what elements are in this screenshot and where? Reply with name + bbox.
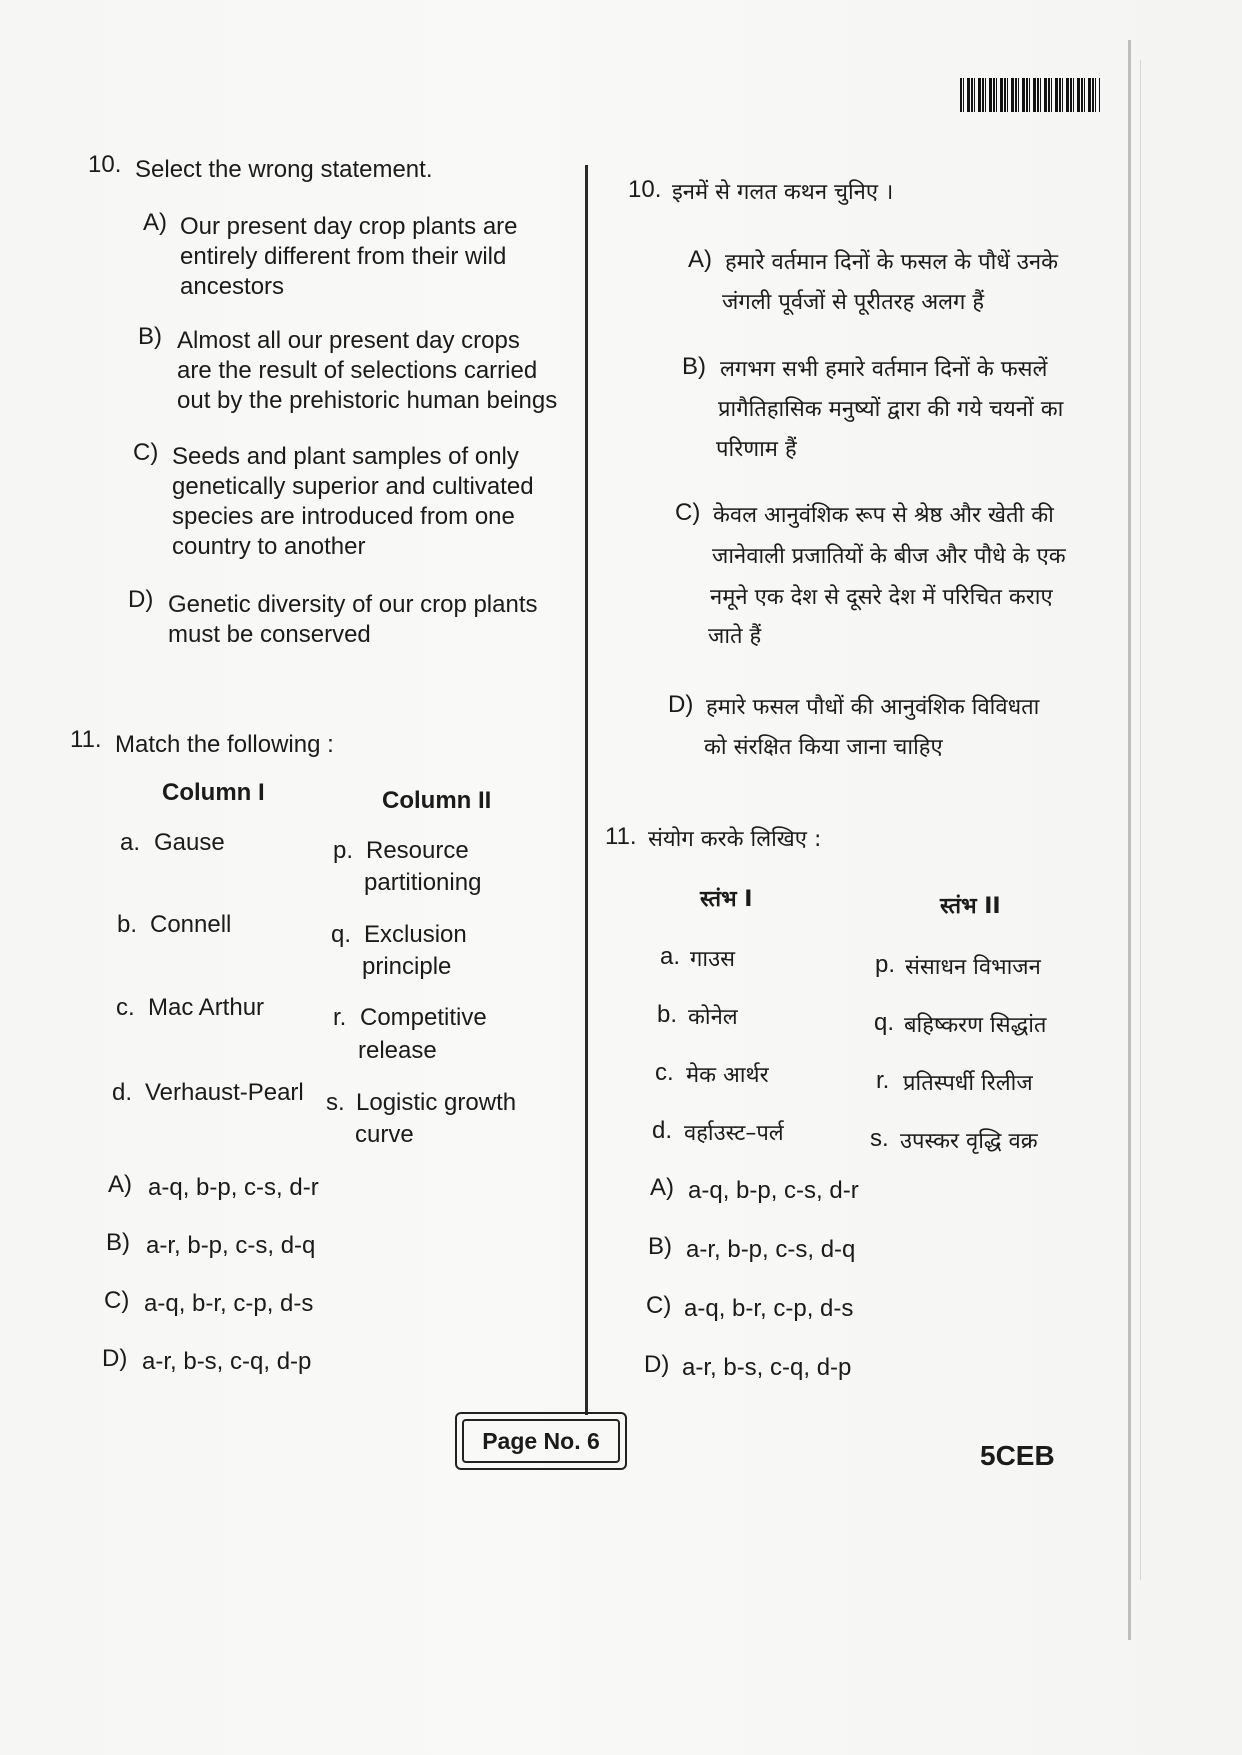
q11-row-b-left-en: Connell [150, 911, 232, 938]
q10-option-a-line2-hi: जंगली पूर्वजों से पूरीतरह अलग हैं [722, 290, 985, 315]
q11-row-letter-en: q. [331, 921, 352, 948]
q10-option-key-hi: C) [675, 499, 701, 526]
q10-option-d-line1-en: Genetic diversity of our crop plants [168, 591, 538, 618]
q10-option-a-line1-en: Our present day crop plants are [180, 213, 518, 240]
q10-number-en: 10. [88, 151, 122, 178]
q10-option-key-hi: B) [682, 353, 706, 380]
q11-row-r-right-en: Competitive [360, 1004, 487, 1031]
q11-row-letter-hi: r. [876, 1067, 890, 1094]
q11-number-hi: 11. [605, 823, 637, 850]
q11-row-letter-en: p. [333, 837, 354, 864]
q10-option-key-en: A) [143, 209, 167, 236]
q11-row-letter-hi: p. [875, 951, 896, 978]
q11-row-letter-hi: a. [660, 943, 681, 970]
q11-option-d-hi: a-r, b-s, c-q, d-p [682, 1354, 852, 1381]
q11-col1-header-en: Column I [162, 779, 265, 806]
q11-row-letter-en: r. [333, 1004, 347, 1031]
page-number-label: Page No. 6 [462, 1419, 620, 1463]
column-divider [585, 165, 588, 1415]
q10-option-c-line1-hi: केवल आनुवंशिक रूप से श्रेष्ठ और खेती की [713, 503, 1054, 528]
q11-row-letter-hi: q. [874, 1009, 895, 1036]
q10-option-key-hi: A) [688, 246, 712, 273]
q11-option-key-en: D) [102, 1345, 128, 1372]
barcode [960, 78, 1100, 112]
q11-row-r-right-line2-en: release [358, 1037, 437, 1064]
q11-row-letter-en: c. [116, 994, 135, 1021]
q11-row-letter-en: a. [120, 829, 141, 856]
q11-option-key-en: B) [106, 1229, 130, 1256]
q10-option-b-line2-en: are the result of selections carried [177, 357, 538, 384]
q10-option-a-line2-en: entirely different from their wild [180, 243, 507, 270]
q11-option-key-hi: A) [650, 1174, 674, 1201]
q11-row-letter-en: b. [117, 911, 138, 938]
q11-row-letter-hi: b. [657, 1001, 678, 1028]
q11-row-q-right-en: Exclusion [364, 921, 467, 948]
q11-option-a-hi: a-q, b-p, c-s, d-r [688, 1177, 859, 1204]
q10-option-b-line3-en: out by the prehistoric human beings [177, 387, 558, 414]
q10-option-key-en: D) [128, 586, 154, 613]
q11-row-b-left-hi: कोनेल [688, 1005, 738, 1030]
q11-col1-header-hi: स्तंभ I [700, 887, 753, 912]
q11-row-letter-hi: c. [655, 1059, 674, 1086]
q11-option-c-hi: a-q, b-r, c-p, d-s [684, 1295, 854, 1322]
q11-option-key-hi: B) [648, 1233, 672, 1260]
q11-row-s-right-line2-en: curve [355, 1121, 414, 1148]
q10-option-key-en: C) [133, 439, 159, 466]
q10-option-b-line2-hi: प्रागैतिहासिक मनुष्यों द्वारा की गये चयनों का [718, 397, 1064, 422]
q11-row-c-left-en: Mac Arthur [148, 994, 265, 1021]
q11-option-d-en: a-r, b-s, c-q, d-p [142, 1348, 312, 1375]
q11-row-letter-en: s. [326, 1089, 345, 1116]
q10-option-d-line2-hi: को संरक्षित किया जाना चाहिए [704, 735, 943, 760]
q11-row-d-left-en: Verhaust-Pearl [145, 1079, 304, 1106]
q10-option-c-line2-en: genetically superior and cultivated [172, 473, 534, 500]
q11-option-c-en: a-q, b-r, c-p, d-s [144, 1290, 314, 1317]
booklet-code: 5CEB [980, 1440, 1055, 1471]
q10-option-c-line3-en: species are introduced from one [172, 503, 515, 530]
q10-option-key-hi: D) [668, 691, 694, 718]
q11-option-key-hi: D) [644, 1351, 670, 1378]
page-edge-line-secondary [1140, 60, 1141, 1580]
q11-row-c-left-hi: मेक आर्थर [686, 1063, 769, 1088]
q11-option-b-en: a-r, b-p, c-s, d-q [146, 1232, 316, 1259]
q10-option-d-line2-en: must be conserved [168, 621, 371, 648]
q11-option-b-hi: a-r, b-p, c-s, d-q [686, 1236, 856, 1263]
q10-option-c-line2-hi: जानेवाली प्रजातियों के बीज और पौधे के एक [712, 544, 1066, 569]
page-number-box [455, 1412, 627, 1470]
page-edge-line [1128, 40, 1131, 1640]
q10-option-c-line1-en: Seeds and plant samples of only [172, 443, 519, 470]
q11-number-en: 11. [70, 726, 102, 753]
q11-row-letter-hi: d. [652, 1117, 673, 1144]
q11-col2-header-hi: स्तंभ II [940, 894, 1001, 919]
q11-col2-header-en: Column II [382, 787, 492, 814]
q11-row-p-right-line2-en: partitioning [364, 869, 482, 896]
q10-option-key-en: B) [138, 323, 162, 350]
q11-row-p-right-en: Resource [366, 837, 469, 864]
q10-option-c-line3-hi: नमूने एक देश से दूसरे देश में परिचित कराए [710, 585, 1053, 610]
q10-number-hi: 10. [628, 176, 662, 203]
q11-option-key-en: A) [108, 1171, 132, 1198]
q11-stem-hi: संयोग करके लिखिए : [648, 827, 822, 852]
q10-option-c-line4-en: country to another [172, 533, 366, 560]
q11-option-a-en: a-q, b-p, c-s, d-r [148, 1174, 319, 1201]
q11-row-q-right-hi: बहिष्करण सिद्धांत [904, 1013, 1047, 1038]
q11-option-key-hi: C) [646, 1292, 672, 1319]
q11-row-q-right-line2-en: principle [362, 953, 452, 980]
q10-option-b-line3-hi: परिणाम हैं [716, 437, 797, 462]
q10-stem-hi: इनमें से गलत कथन चुनिए । [672, 180, 894, 205]
q10-option-d-line1-hi: हमारे फसल पौधों की आनुवंशिक विविधता [706, 695, 1040, 720]
q11-row-letter-en: d. [112, 1079, 133, 1106]
q11-row-d-left-hi: वर्हाउस्ट–पर्ल [684, 1121, 784, 1146]
q10-option-c-line4-hi: जाते हैं [708, 624, 762, 649]
q10-option-b-line1-en: Almost all our present day crops [177, 327, 520, 354]
q10-option-b-line1-hi: लगभग सभी हमारे वर्तमान दिनों के फसलें [720, 357, 1048, 382]
q11-row-s-right-en: Logistic growth [356, 1089, 517, 1116]
q10-stem-en: Select the wrong statement. [135, 156, 433, 183]
q10-option-a-line1-hi: हमारे वर्तमान दिनों के फसल के पौधें उनके [725, 250, 1059, 275]
q11-row-a-left-hi: गाउस [690, 947, 736, 972]
q11-row-s-right-hi: उपस्कर वृद्धि वक्र [900, 1129, 1038, 1154]
q11-stem-en: Match the following : [115, 731, 334, 758]
q10-option-a-line3-en: ancestors [180, 273, 285, 300]
q11-row-p-right-hi: संसाधन विभाजन [905, 955, 1041, 980]
q11-row-letter-hi: s. [870, 1125, 889, 1152]
q11-row-a-left-en: Gause [154, 829, 225, 856]
q11-option-key-en: C) [104, 1287, 130, 1314]
q11-row-r-right-hi: प्रतिस्पर्धी रिलीज [903, 1071, 1033, 1096]
